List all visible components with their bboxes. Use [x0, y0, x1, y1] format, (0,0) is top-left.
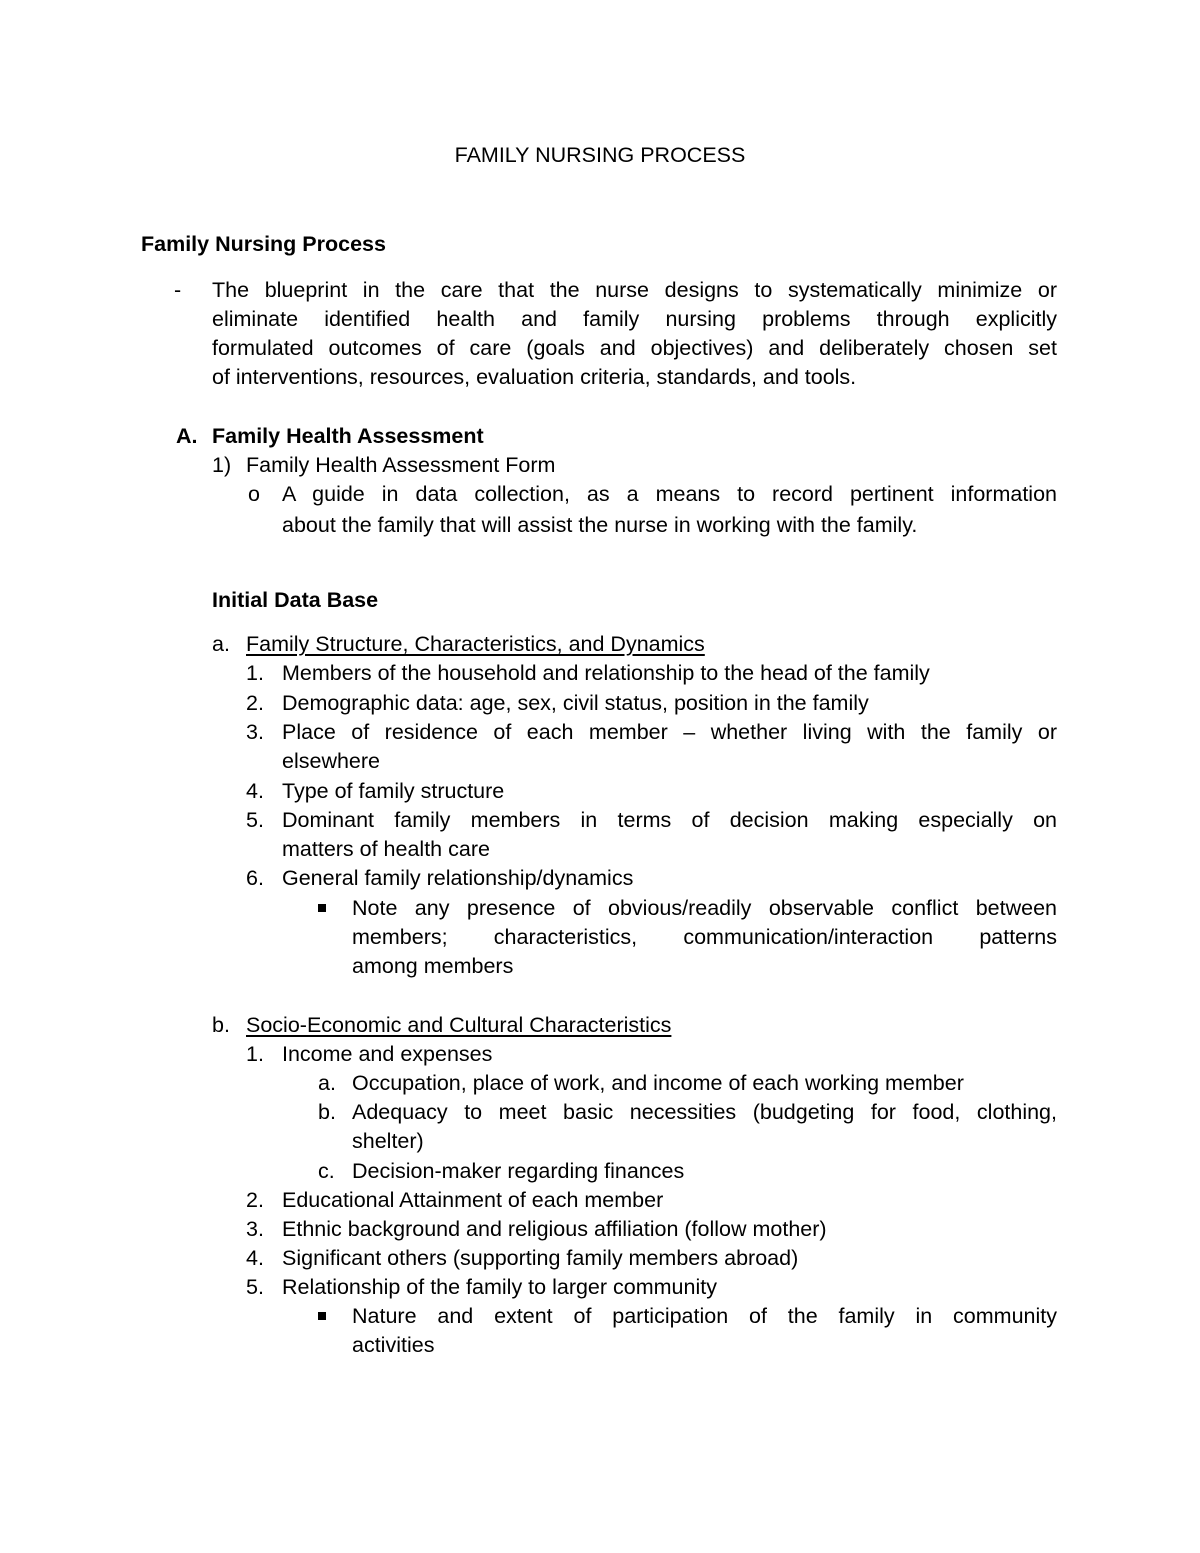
- list-number: 4.: [246, 1246, 264, 1270]
- list-number: 5.: [246, 808, 264, 832]
- list-number: 4.: [246, 779, 264, 803]
- list-number: 3.: [246, 1217, 264, 1241]
- note-line: Nature and extent of participation of the family in community: [352, 1304, 1057, 1328]
- list-item: Place of residence of each member – whether living with the family or: [282, 720, 1057, 744]
- definition-line: of interventions, resources, evaluation criteria, standards, and tools.: [212, 365, 857, 389]
- list-item: Demographic data: age, sex, civil status, position in the family: [282, 691, 869, 715]
- list-number: 1): [212, 453, 232, 477]
- sub-item: shelter): [352, 1129, 424, 1153]
- square-bullet-icon: [318, 1312, 326, 1320]
- list-item: Family Health Assessment Form: [246, 453, 556, 477]
- list-number: 3.: [246, 720, 264, 744]
- list-item: Ethnic background and religious affiliation (follow mother): [282, 1217, 827, 1241]
- list-number: 6.: [246, 866, 264, 890]
- list-number: 2.: [246, 1188, 264, 1212]
- definition-line: formulated outcomes of care (goals and objectives) and deliberately chosen set: [212, 336, 1057, 360]
- note-line: Note any presence of obvious/readily observable conflict between: [352, 896, 1057, 920]
- list-item: Relationship of the family to larger community: [282, 1275, 717, 1299]
- list-item: elsewhere: [282, 749, 380, 773]
- circle-bullet-marker: o: [248, 482, 260, 506]
- sub-item: Decision-maker regarding finances: [352, 1159, 685, 1183]
- bullet-line: A guide in data collection, as a means to record pertinent information: [282, 482, 1057, 506]
- list-letter: a.: [212, 632, 230, 656]
- list-item: Type of family structure: [282, 779, 505, 803]
- square-bullet-icon: [318, 904, 326, 912]
- list-item: Educational Attainment of each member: [282, 1188, 664, 1212]
- section-a-label: A.: [176, 424, 198, 448]
- list-number: 2.: [246, 691, 264, 715]
- section-heading: Family Nursing Process: [141, 232, 386, 256]
- section-a-title: Family Health Assessment: [212, 424, 484, 448]
- sub-item: Occupation, place of work, and income of each working member: [352, 1071, 964, 1095]
- list-item: Significant others (supporting family members abroad): [282, 1246, 799, 1270]
- subsection-heading: Initial Data Base: [212, 588, 379, 612]
- note-line: activities: [352, 1333, 435, 1357]
- list-letter: b.: [318, 1100, 336, 1124]
- list-letter: c.: [318, 1159, 335, 1183]
- list-letter: a.: [318, 1071, 336, 1095]
- subsection-b-title: Socio-Economic and Cultural Characteristics: [246, 1013, 672, 1037]
- dash-marker: -: [174, 278, 182, 302]
- document-title: FAMILY NURSING PROCESS: [454, 143, 746, 167]
- definition-line: eliminate identified health and family nursing problems through explicitly: [212, 307, 1057, 331]
- list-number: 5.: [246, 1275, 264, 1299]
- list-number: 1.: [246, 661, 264, 685]
- subsection-a-title: Family Structure, Characteristics, and Dynamics: [246, 632, 705, 656]
- definition-line: The blueprint in the care that the nurse designs to systematically minimize or: [212, 278, 1057, 302]
- list-letter: b.: [212, 1013, 230, 1037]
- list-item: Dominant family members in terms of decision making especially on: [282, 808, 1057, 832]
- list-item: Members of the household and relationship to the head of the family: [282, 661, 930, 685]
- sub-item: Adequacy to meet basic necessities (budgeting for food, clothing,: [352, 1100, 1057, 1124]
- list-number: 1.: [246, 1042, 264, 1066]
- list-item: General family relationship/dynamics: [282, 866, 634, 890]
- bullet-line: about the family that will assist the nurse in working with the family.: [282, 513, 918, 537]
- note-line: among members: [352, 954, 514, 978]
- list-item: Income and expenses: [282, 1042, 493, 1066]
- note-line: members; characteristics, communication/interaction patterns: [352, 925, 1057, 949]
- list-item: matters of health care: [282, 837, 490, 861]
